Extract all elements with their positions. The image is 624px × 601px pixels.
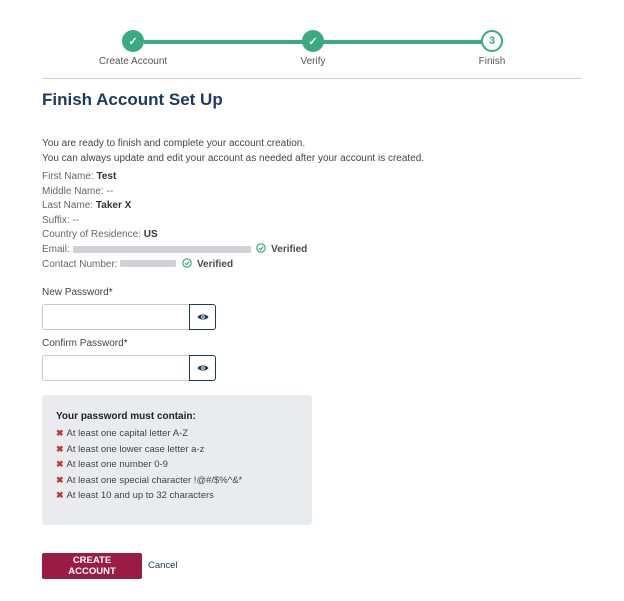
progress-stepper (0, 0, 624, 80)
suffix-value: -- (72, 214, 80, 226)
step-label-create-account: Create Account (98, 56, 168, 67)
step-label-verify: Verify (300, 56, 326, 67)
requirement-item: ✖ At least one capital letter A-Z (56, 428, 188, 439)
confirm-password-input[interactable] (42, 355, 189, 381)
requirement-item: ✖ At least one lower case letter a-z (56, 443, 205, 455)
x-icon: ✖ (56, 443, 64, 454)
step-connector-2 (314, 40, 492, 44)
confirm-password-group (42, 355, 216, 381)
contact-redacted (120, 260, 176, 267)
new-password-label: New Password* (42, 287, 113, 298)
create-account-button[interactable]: CREATE ACCOUNT (42, 553, 142, 579)
step-connector-1 (144, 40, 314, 44)
show-new-password-button[interactable] (189, 304, 216, 330)
step-create-account-check-icon: ✓ (122, 30, 144, 52)
suffix-row: Suffix: -- (42, 214, 80, 226)
x-icon: ✖ (56, 474, 64, 485)
requirement-item: ✖ At least one special character !@#/$%^&* (56, 474, 243, 486)
contact-row: Contact Number: Verified (42, 258, 234, 270)
step-finish-number: 3 (481, 30, 503, 52)
verified-check-icon (182, 258, 192, 268)
header-divider (42, 78, 582, 79)
intro-line-2: You can always update and edit your account as needed after your account is created. (42, 153, 425, 164)
step-label-finish: Finish (478, 56, 506, 67)
intro-line-1: You are ready to finish and complete your account creation. (42, 138, 306, 149)
country-row: Country of Residence: US (42, 229, 158, 241)
new-password-group (42, 304, 216, 330)
step-verify-check-icon: ✓ (302, 30, 324, 52)
account-summary (42, 170, 307, 272)
last-name-row: Last Name: Taker X (42, 200, 132, 212)
x-icon: ✖ (56, 490, 64, 501)
requirement-item: ✖ At least one number 0-9 (56, 459, 168, 471)
x-icon: ✖ (56, 428, 64, 438)
last-name-value: Taker X (95, 200, 132, 212)
email-row: Email: Verified (42, 243, 308, 255)
confirm-password-label: Confirm Password* (42, 338, 128, 349)
middle-name-value: -- (106, 185, 114, 197)
new-password-input[interactable] (42, 304, 189, 330)
country-value: US (143, 229, 158, 241)
cancel-link[interactable]: Cancel (148, 560, 178, 571)
contact-verified-label: Verified (196, 258, 234, 270)
email-redacted (73, 246, 251, 253)
page-title: Finish Account Set Up (42, 90, 223, 109)
first-name-row: First Name: Test (42, 171, 117, 182)
x-icon: ✖ (56, 459, 64, 470)
password-requirements (42, 395, 312, 525)
intro-text (42, 136, 424, 166)
show-confirm-password-button[interactable] (189, 355, 216, 381)
first-name-value: Test (96, 171, 117, 182)
middle-name-row: Middle Name: -- (42, 185, 114, 197)
eye-icon (197, 313, 209, 321)
requirements-title: Your password must contain: (56, 411, 196, 422)
requirement-item: ✖ At least 10 and up to 32 characters (56, 490, 214, 502)
eye-icon (197, 364, 209, 372)
email-verified-label: Verified (271, 243, 308, 255)
verified-check-icon (256, 243, 266, 253)
